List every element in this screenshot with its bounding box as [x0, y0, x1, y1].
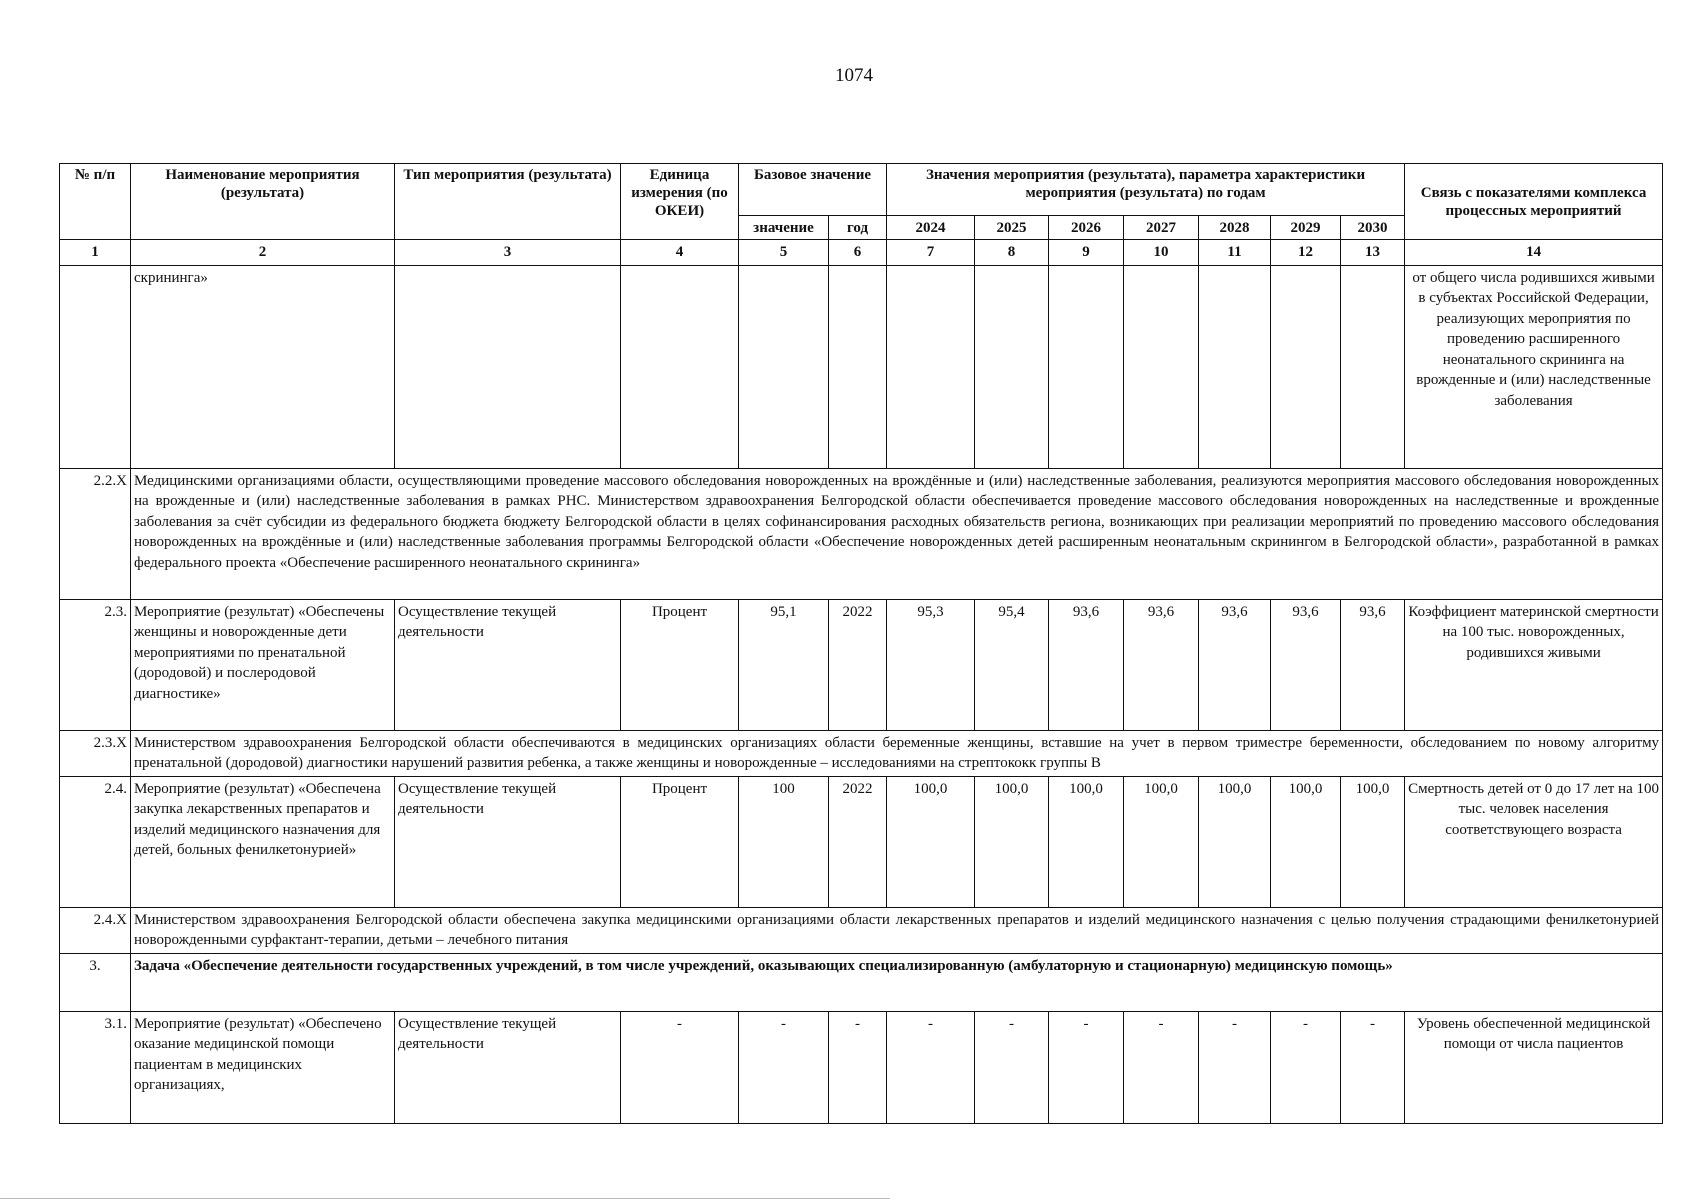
row-base-value-cell [739, 265, 829, 468]
row-link-cell: Коэффициент материнской смертности на 100 тыс. новорожденных, родившихся живыми [1405, 599, 1663, 730]
table-row-2-3-x [60, 730, 1663, 776]
row-description-cell: Министерством здравоохранения Белгородской области обеспечиваются в медицинских организациях области беременные женщины, вставшие на учет в первом триместре беременности, обследованием по новому алгоритму пренатальной (дородовой) диагностики нарушений развития ребенка, а также женщины и новорожденные – исследованиями на стрептококк группы В [131, 730, 1663, 776]
column-number: 10 [1124, 240, 1199, 266]
row-value-cell: - [1341, 1011, 1405, 1123]
row-unit-cell: - [621, 1011, 739, 1123]
header-unit: Единица измерения (по ОКЕИ) [621, 164, 739, 240]
row-value-cell: 100,0 [1199, 776, 1271, 907]
header-type: Тип мероприятия (результата) [395, 164, 621, 240]
row-value-cell: 100,0 [1341, 776, 1405, 907]
row-value-cell: 93,6 [1271, 599, 1341, 730]
header-year: 2026 [1049, 216, 1124, 240]
header-year: 2027 [1124, 216, 1199, 240]
row-num-cell: 2.2.X [60, 468, 131, 599]
column-number: 3 [395, 240, 621, 266]
column-number: 6 [829, 240, 887, 266]
task-description-cell: Задача «Обеспечение деятельности государственных учреждений, в том числе учреждений, оказывающих специализированную (амбулаторную и стационарную) медицинскую помощь» [131, 953, 1663, 1011]
row-value-cell: 93,6 [1124, 599, 1199, 730]
header-values: Значения мероприятия (результата), параметра характеристики мероприятия (результата) по годам [887, 164, 1405, 216]
row-name-cell: Мероприятие (результат) «Обеспечена закупка лекарственных препаратов и изделий медицинского назначения для детей, больных фенилкетонурией» [131, 776, 395, 907]
row-base-year-cell [829, 265, 887, 468]
table-row-3-1 [60, 1011, 1663, 1123]
row-value-cell: 95,3 [887, 599, 975, 730]
row-base-value-cell: 95,1 [739, 599, 829, 730]
events-table [59, 163, 1663, 1124]
row-unit-cell: Процент [621, 599, 739, 730]
row-base-year-cell: 2022 [829, 776, 887, 907]
row-value-cell [887, 265, 975, 468]
row-num-cell: 3. [60, 953, 131, 1011]
header-year: 2029 [1271, 216, 1341, 240]
scan-edge-divider [0, 1198, 890, 1199]
row-value-cell: 93,6 [1341, 599, 1405, 730]
column-number: 5 [739, 240, 829, 266]
column-number: 9 [1049, 240, 1124, 266]
row-type-cell: Осуществление текущей деятельности [395, 599, 621, 730]
row-value-cell [1049, 265, 1124, 468]
table-row-2-3 [60, 599, 1663, 730]
column-number: 11 [1199, 240, 1271, 266]
row-unit-cell: Процент [621, 776, 739, 907]
row-name-cell: Мероприятие (результат) «Обеспечено оказание медицинской помощи пациентам в медицинских организациях, [131, 1011, 395, 1123]
row-num-cell: 2.3. [60, 599, 131, 730]
row-value-cell: - [1199, 1011, 1271, 1123]
row-base-year-cell: - [829, 1011, 887, 1123]
page-number: 1074 [835, 65, 873, 86]
column-number: 13 [1341, 240, 1405, 266]
row-num-cell: 2.4.X [60, 907, 131, 953]
row-unit-cell [621, 265, 739, 468]
row-name-cell: Мероприятие (результат) «Обеспечены женщины и новорожденные дети мероприятиями по пренатальной (дородовой) и послеродовой диагностике» [131, 599, 395, 730]
row-value-cell: 93,6 [1049, 599, 1124, 730]
table-row-3 [60, 953, 1663, 1011]
header-num: № п/п [60, 164, 131, 240]
row-link-cell: от общего числа родившихся живыми в субъектах Российской Федерации, реализующих мероприятия по проведению расширенного неонатального скрининга на врожденные и (или) наследственные заболевания [1405, 265, 1663, 468]
header-base-year: год [829, 216, 887, 240]
row-num-cell: 2.3.X [60, 730, 131, 776]
column-number: 8 [975, 240, 1049, 266]
row-value-cell: - [1271, 1011, 1341, 1123]
table-row-continuation [60, 265, 1663, 468]
header-link: Связь с показателями комплекса процессных мероприятий [1405, 164, 1663, 240]
header-name: Наименование мероприятия (результата) [131, 164, 395, 240]
row-value-cell: 100,0 [887, 776, 975, 907]
row-base-year-cell: 2022 [829, 599, 887, 730]
column-number: 12 [1271, 240, 1341, 266]
row-value-cell [1199, 265, 1271, 468]
row-description-cell: Медицинскими организациями области, осуществляющими проведение массового обследования новорожденных на врождённые и (или) наследственные заболевания, реализуются мероприятия массового обследования новорожденных на врожденные и (или) наследственные заболевания в рамках РНС. Министерством здравоохранения Белгородской области обеспечивается проведение массового обследования новорожденных на наследственные и врожденные заболевания за счёт субсидии из федерального бюджета бюджету Белгородской области в целях софинансирования расходных обязательств региона, возникающих при реализации мероприятий по проведению массового обследования новорожденных на врождённые и (или) наследственные заболевания программы Белгородской области «Обеспечение новорожденных детей расширенным неонатальным скринингом в Белгородской области», разработанной в рамках федерального проекта «Обеспечение расширенного неонатального скрининга» [131, 468, 1663, 599]
header-year: 2028 [1199, 216, 1271, 240]
row-value-cell: - [887, 1011, 975, 1123]
table-row-2-4-x [60, 907, 1663, 953]
header-year: 2025 [975, 216, 1049, 240]
row-link-cell: Смертность детей от 0 до 17 лет на 100 тыс. человек населения соответствующего возраста [1405, 776, 1663, 907]
row-link-cell: Уровень обеспеченной медицинской помощи от числа пациентов [1405, 1011, 1663, 1123]
row-value-cell: 95,4 [975, 599, 1049, 730]
header-row-1 [60, 164, 1663, 216]
row-base-value-cell: 100 [739, 776, 829, 907]
column-number: 7 [887, 240, 975, 266]
row-type-cell: Осуществление текущей деятельности [395, 776, 621, 907]
row-value-cell: 100,0 [1124, 776, 1199, 907]
table-row-2-4 [60, 776, 1663, 907]
header-base: Базовое значение [739, 164, 887, 216]
row-value-cell: 100,0 [1049, 776, 1124, 907]
row-value-cell [1124, 265, 1199, 468]
row-value-cell: - [1124, 1011, 1199, 1123]
row-value-cell: - [975, 1011, 1049, 1123]
row-num-cell: 2.4. [60, 776, 131, 907]
header-year: 2030 [1341, 216, 1405, 240]
row-description-cell: Министерством здравоохранения Белгородской области обеспечена закупка медицинскими организациями области лекарственных препаратов и изделий медицинского назначения с целью получения страдающими фенилкетонурией новорожденными сурфактант-терапии, детьми – лечебного питания [131, 907, 1663, 953]
row-type-cell [395, 265, 621, 468]
row-base-value-cell: - [739, 1011, 829, 1123]
column-number: 4 [621, 240, 739, 266]
row-type-cell: Осуществление текущей деятельности [395, 1011, 621, 1123]
row-value-cell: - [1049, 1011, 1124, 1123]
column-number: 14 [1405, 240, 1663, 266]
column-number: 2 [131, 240, 395, 266]
header-base-value: значение [739, 216, 829, 240]
row-value-cell [1271, 265, 1341, 468]
table-row-2-2-x [60, 468, 1663, 599]
row-name-cell: скрининга» [131, 265, 395, 468]
row-num-cell [60, 265, 131, 468]
column-number: 1 [60, 240, 131, 266]
row-value-cell: 100,0 [1271, 776, 1341, 907]
row-value-cell: 93,6 [1199, 599, 1271, 730]
row-num-cell: 3.1. [60, 1011, 131, 1123]
row-value-cell [1341, 265, 1405, 468]
column-number-row [60, 240, 1663, 266]
row-value-cell [975, 265, 1049, 468]
row-value-cell: 100,0 [975, 776, 1049, 907]
header-year: 2024 [887, 216, 975, 240]
